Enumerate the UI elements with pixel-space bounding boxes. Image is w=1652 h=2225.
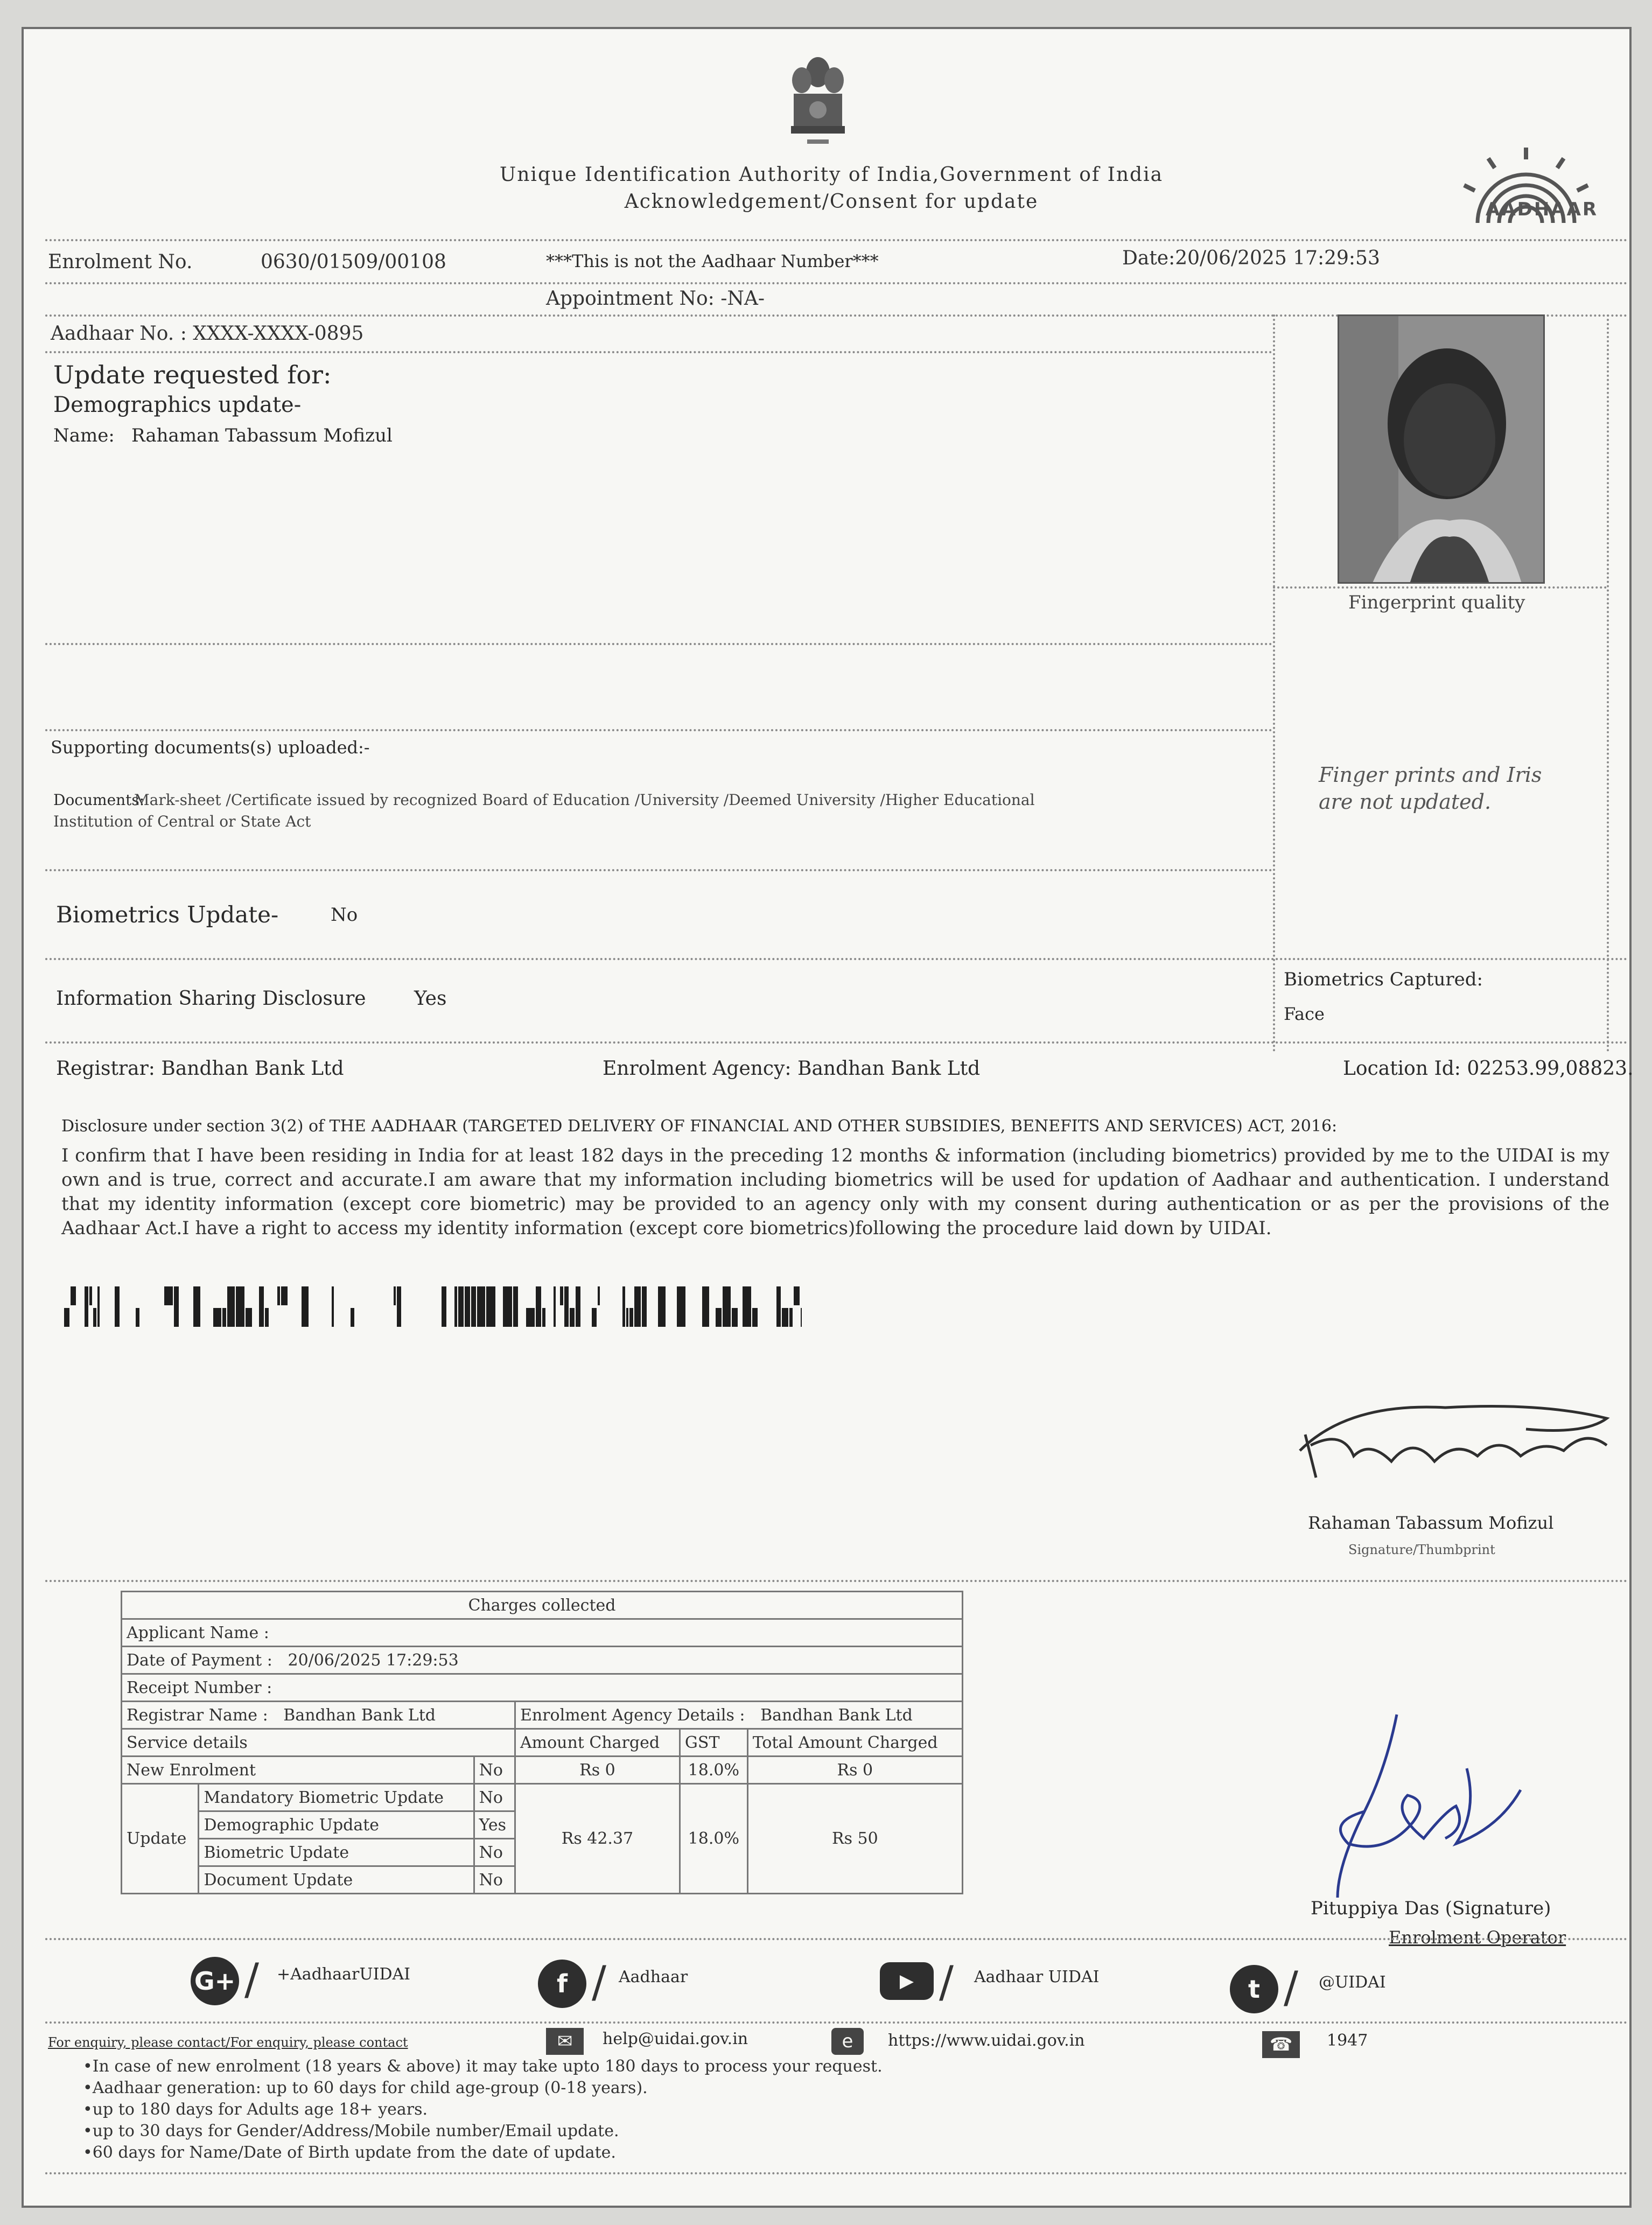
- not-aadhaar-warning: ***This is not the Aadhaar Number***: [546, 251, 879, 271]
- total-amount-header: Total Amount Charged: [747, 1729, 962, 1757]
- update-row-name: Demographic Update: [199, 1811, 474, 1839]
- disclosure-heading: Disclosure under section 3(2) of THE AADHAAR (TARGETED DELIVERY OF FINANCIAL AND OTHER SUBSIDIES, BENEFITS AND SERVICES) ACT, 2016:: [61, 1117, 1338, 1136]
- update-row-name: Document Update: [199, 1866, 474, 1894]
- name-value: Rahaman Tabassum Mofizul: [131, 425, 393, 446]
- location-id: Location Id: 02253.99,08823.: [1343, 1058, 1634, 1080]
- applicant-signature-image: [1284, 1370, 1628, 1499]
- operator-role: Enrolment Operator: [1389, 1927, 1566, 1948]
- registrar-name-value: Bandhan Bank Ltd: [283, 1705, 436, 1725]
- documents-label: Documents:: [53, 791, 145, 809]
- date-of-payment-row: [122, 1647, 963, 1674]
- operator-signature-image: [1305, 1704, 1531, 1908]
- registrar-name-cell: [122, 1702, 515, 1729]
- note-item: •up to 180 days for Adults age 18+ years.: [83, 2100, 428, 2119]
- operator-signature-name: Pituppiya Das (Signature): [1311, 1898, 1551, 1919]
- new-enrolment-flag: No: [474, 1757, 515, 1784]
- note-item: •Aadhaar generation: up to 60 days for child age-group (0-18 years).: [83, 2079, 648, 2097]
- fingerprint-quality-label: Fingerprint quality: [1348, 592, 1525, 613]
- date-of-payment-value: 20/06/2025 17:29:53: [288, 1650, 459, 1670]
- biometrics-captured-value: Face: [1284, 1004, 1325, 1024]
- youtube-handle[interactable]: Aadhaar UIDAI: [974, 1968, 1100, 1986]
- biometrics-update-value: No: [331, 904, 358, 926]
- disclosure-body: I confirm that I have been residing in India for at least 182 days in the preceding 12 months & information (including biometrics) provided by me to the UIDAI is my own and is true, correct and accurate.I am aware that my information including biometrics will be used for updation of Aadhaar and authentication. I understand that my identity information (except core biometric) may be provided to an agency only with my consent during authentication or as per the provisions of the Aadhaar Act.I have a right to access my identity information (except core biometrics)following the procedure laid down by UIDAI.: [61, 1145, 1609, 1239]
- document-subtitle: Acknowledgement/Consent for update: [624, 191, 1039, 213]
- website-icon: e: [831, 2028, 864, 2055]
- update-total: Rs 50: [747, 1784, 962, 1894]
- new-enrolment-total: Rs 0: [747, 1757, 962, 1784]
- update-group-label: Update: [122, 1784, 199, 1894]
- new-enrolment-gst: 18.0%: [680, 1757, 747, 1784]
- service-details-header: Service details: [122, 1729, 515, 1757]
- youtube-icon[interactable]: ▶: [880, 1962, 934, 2000]
- agency-details-label: Enrolment Agency Details :: [520, 1705, 745, 1725]
- charges-title: Charges collected: [122, 1592, 963, 1619]
- documents-value: Mark-sheet /Certificate issued by recognized Board of Education /University /Deemed University /Higher Educational: [134, 791, 1035, 809]
- gst-header: GST: [680, 1729, 747, 1757]
- applicant-photo: [1338, 314, 1545, 584]
- enrolment-number: 0630/01509/00108: [261, 251, 446, 273]
- update-type: Demographics update-: [53, 393, 302, 417]
- note-item: •up to 30 days for Gender/Address/Mobile number/Email update.: [83, 2122, 619, 2140]
- update-gst: 18.0%: [680, 1784, 747, 1894]
- authority-title: Unique Identification Authority of India,Government of India: [499, 164, 1164, 186]
- new-enrolment-label: New Enrolment: [122, 1757, 474, 1784]
- name-label: Name:: [53, 425, 115, 446]
- biometrics-update-label: Biometrics Update-: [56, 901, 279, 928]
- aadhaar-number: Aadhaar No. : XXXX-XXXX-0895: [51, 323, 364, 345]
- biometrics-captured-label: Biometrics Captured:: [1284, 969, 1483, 990]
- update-row-flag: No: [474, 1866, 515, 1894]
- enrolment-agency: Enrolment Agency: Bandhan Bank Ltd: [603, 1058, 981, 1080]
- update-row-name: Biometric Update: [199, 1839, 474, 1866]
- enrolment-label: Enrolment No.: [48, 251, 193, 273]
- finger-iris-note-1: Finger prints and Iris: [1319, 763, 1542, 787]
- registrar-name-label: Registrar Name :: [127, 1705, 268, 1725]
- supporting-documents-heading: Supporting documents(s) uploaded:-: [51, 737, 370, 758]
- appointment-number: Appointment No: -NA-: [546, 288, 765, 310]
- google-plus-icon[interactable]: G+: [191, 1957, 239, 2005]
- contact-phone[interactable]: 1947: [1327, 2031, 1368, 2050]
- state-emblem-icon: [778, 51, 858, 158]
- registrar: Registrar: Bandhan Bank Ltd: [56, 1058, 344, 1080]
- update-heading: Update requested for:: [53, 360, 332, 389]
- note-item: •60 days for Name/Date of Birth update from the date of update.: [83, 2143, 616, 2162]
- enquiry-text: For enquiry, please contact/For enquiry, please contact: [48, 2035, 408, 2050]
- update-row-flag: Yes: [474, 1811, 515, 1839]
- acknowledgement-sheet: AADHAAR Unique Identification Authority of India,Government of India Acknowledgement/Consent for update Enrolment No. 0630/01509/00108 ***This is not the Aadhaar Number*** Date:20/06/2025 17:29:53 Appointment No: -NA- Aadhaar No. : XXXX-XXXX-0895 Update requested for: Demographics update- Name: Rahaman Tabassum Mofizul Fingerprint quality Supporting documents(s) uploaded:- Documents: Mark-sheet /Certificate issued by recognized Board of Education /University /Deemed University /Higher Educational Institution of Central or State Act Finger prints and Iris are not updated. Biometrics Update- No Information Sharing Disclosure Yes Biometrics Captured: Face Registrar: Bandhan Bank Ltd Enrolment Agency: Bandhan Bank Ltd Location Id: 02253.99,08823. Disclosure under section 3(2) of THE AADHAAR (TARGETED DELIVERY OF FINANCIAL AND OTHER SUBSIDIES, BENEFITS AND SERVICES) ACT, 2016: I confirm that I have been residing in India for at least 182 days in the preceding 12 months & information (including biometrics) provided by me to the UIDAI is my own and is true, correct and accurate.I am aware that my information including biometrics will be used for updation of Aadhaar and authentication. I understand that my identity information (except core biometric) may be provided to an agency only with my consent during authentication or as per the provisions of the Aadhaar Act.I have a right to access my identity information (except core biometrics)following the procedure laid down by UIDAI. Rahaman Tabassum Mofizul Signature/Thumbprint Charges collected Applicant Name : Date of Payment : 20/06/2025 17:29:53 Receipt Number : Registrar Name : Bandhan Bank Ltd Enrolment Agency Details : Bandhan Bank Ltd Service details Amount Charged GST Total Amount Charged New Enrolment No Rs 0 18.0% Rs 0 Update Mandatory Biometric Update No Rs 42.37 18.0% Rs 50 Demographic Update Yes Biometric Update No Document Update No Pituppiya Das (Signature) Enrolment Operator G+ / +AadhaarUIDAI f / Aadhaar ▶ / Aadhaar UIDAI t / @UIDAI For enquiry, please contact/For enquiry, please contact ✉ help@uidai.gov.in e https://www.uidai.gov.in ☎ 1947 •In case of new enrolment (18 years & above) it may take upto 180 days to process your request. •Aadhaar generation: up to 60 days for child age-group (0-18 years). •up to 180 days for Adults age 18+ years. •up to 30 days for Gender/Address/Mobile number/Email update. •60 days for Name/Date of Birth update from the date of update.: [22, 27, 1632, 2208]
- finger-iris-note-2: are not updated.: [1319, 790, 1492, 814]
- agency-details-value: Bandhan Bank Ltd: [760, 1705, 913, 1725]
- sharing-disclosure-label: Information Sharing Disclosure: [56, 988, 366, 1010]
- receipt-number-row: Receipt Number :: [122, 1674, 963, 1702]
- enrolment-date: Date:20/06/2025 17:29:53: [1122, 247, 1380, 269]
- update-row-flag: No: [474, 1784, 515, 1811]
- date-of-payment-label: Date of Payment :: [127, 1650, 272, 1670]
- amount-charged-header: Amount Charged: [515, 1729, 680, 1757]
- applicant-name-row: Applicant Name :: [122, 1619, 963, 1647]
- applicant-signature-name: Rahaman Tabassum Mofizul: [1308, 1513, 1554, 1533]
- contact-email[interactable]: help@uidai.gov.in: [603, 2030, 748, 2048]
- update-row-flag: No: [474, 1839, 515, 1866]
- aadhaar-logo-text: AADHAAR: [1486, 199, 1599, 220]
- twitter-icon[interactable]: t: [1230, 1965, 1278, 2013]
- facebook-handle[interactable]: Aadhaar: [619, 1968, 688, 1986]
- facebook-icon[interactable]: f: [538, 1960, 586, 2008]
- new-enrolment-amount: Rs 0: [515, 1757, 680, 1784]
- contact-website[interactable]: https://www.uidai.gov.in: [888, 2031, 1085, 2050]
- email-icon: ✉: [546, 2028, 584, 2055]
- update-amount: Rs 42.37: [515, 1784, 680, 1894]
- signature-caption: Signature/Thumbprint: [1348, 1542, 1495, 1557]
- note-item: •In case of new enrolment (18 years & above) it may take upto 180 days to process your request.: [83, 2057, 883, 2076]
- twitter-handle[interactable]: @UIDAI: [1319, 1973, 1386, 1992]
- google-plus-handle[interactable]: +AadhaarUIDAI: [277, 1965, 411, 1984]
- barcode-image: [64, 1286, 802, 1327]
- agency-details-cell: [515, 1702, 962, 1729]
- documents-value-2: Institution of Central or State Act: [53, 813, 311, 830]
- phone-icon: ☎: [1262, 2031, 1300, 2058]
- sharing-disclosure-value: Yes: [414, 988, 447, 1010]
- charges-table: [121, 1591, 963, 1894]
- update-row-name: Mandatory Biometric Update: [199, 1784, 474, 1811]
